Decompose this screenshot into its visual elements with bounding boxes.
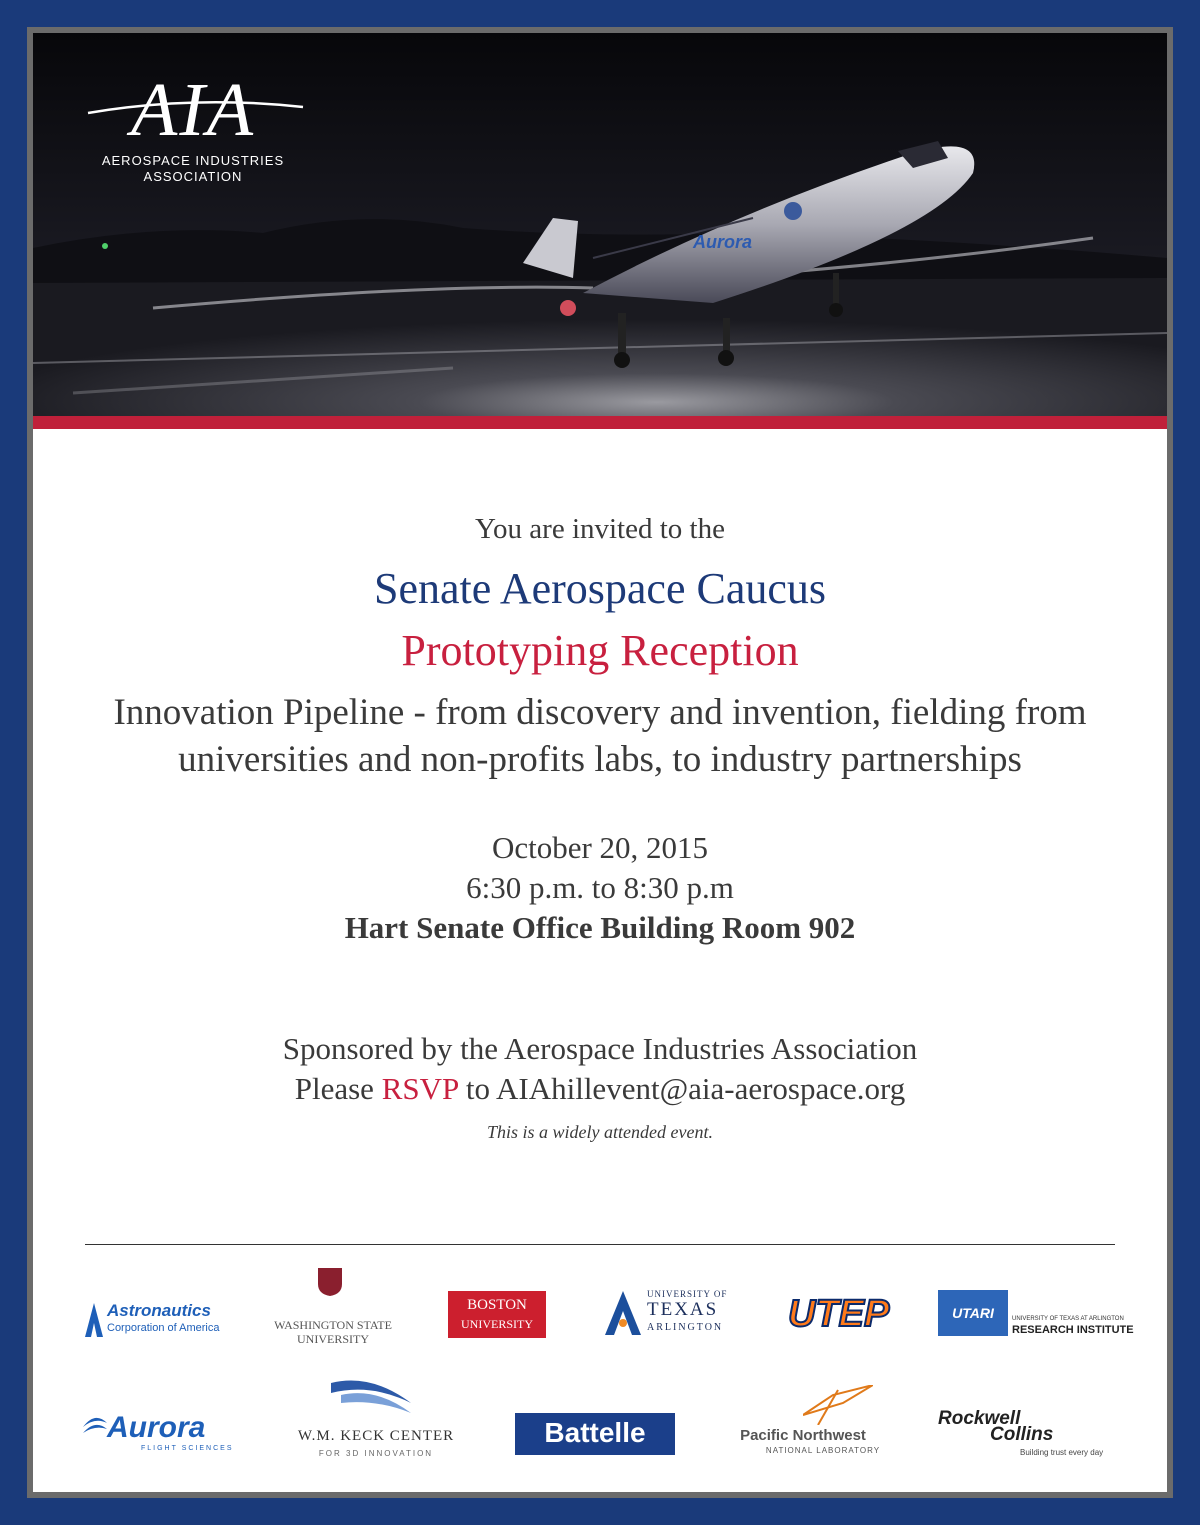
invitation-card bbox=[33, 33, 1167, 1492]
attendance-note: This is a widely attended event. bbox=[487, 1122, 713, 1142]
hero-image bbox=[33, 33, 1167, 416]
logo-text-line2: ASSOCIATION bbox=[143, 169, 243, 184]
aurora-name: Aurora bbox=[107, 1411, 206, 1444]
keck-wave-icon bbox=[331, 1373, 411, 1418]
event-date: October 20, 2015 bbox=[491, 830, 709, 865]
invite-intro: You are invited to the bbox=[475, 513, 725, 545]
aurora-sub: FLIGHT SCIENCES bbox=[141, 1445, 234, 1452]
astronautics-name: Astronautics bbox=[107, 1301, 211, 1320]
aurora-swoosh-icon bbox=[81, 1413, 109, 1441]
keck-line1: W.M. KECK CENTER bbox=[297, 1428, 455, 1444]
astronautics-icon bbox=[85, 1303, 103, 1337]
utari-line1: UNIVERSITY OF TEXAS AT ARLINGTON bbox=[1012, 1316, 1124, 1322]
accent-bar bbox=[33, 416, 1167, 429]
logo-text-line1: AEROSPACE INDUSTRIES bbox=[101, 153, 285, 168]
utari-mark: UTARI bbox=[938, 1290, 1008, 1336]
pnnl-logo bbox=[723, 1385, 903, 1460]
rsvp-prefix: Please bbox=[294, 1071, 382, 1106]
sponsor-line: Sponsored by the Aerospace Industries Association bbox=[282, 1031, 918, 1066]
rsvp-word: RSVP bbox=[381, 1071, 459, 1106]
utari-line2: RESEARCH INSTITUTE bbox=[1012, 1324, 1134, 1336]
pnnl-line2: NATIONAL LABORATORY bbox=[765, 1446, 881, 1455]
wsu-logo bbox=[268, 1268, 408, 1348]
event-title-line1: Senate Aerospace Caucus bbox=[373, 564, 827, 613]
event-description-line1: Innovation Pipeline - from discovery and invention, fielding from bbox=[113, 692, 1087, 733]
uta-a-icon bbox=[605, 1291, 641, 1335]
rsvp-line bbox=[33, 1071, 1167, 1107]
bu-line2: UNIVERSITY bbox=[461, 1317, 533, 1331]
aurora-logo bbox=[81, 1409, 241, 1454]
keck-center-logo bbox=[291, 1373, 461, 1463]
sponsor-divider bbox=[85, 1244, 1115, 1245]
ut-arlington-logo bbox=[605, 1289, 745, 1339]
bu-line1: BOSTON bbox=[467, 1297, 527, 1313]
rockwell-collins-logo bbox=[938, 1408, 1138, 1468]
rockwell-line2: Collins bbox=[990, 1424, 1054, 1445]
event-title-line2: Prototyping Reception bbox=[401, 626, 799, 675]
aia-logo bbox=[78, 65, 308, 190]
pnnl-mark-icon bbox=[803, 1385, 873, 1425]
uta-line1: UNIVERSITY OF bbox=[647, 1289, 728, 1299]
astronautics-sub: Corporation of America bbox=[107, 1322, 220, 1334]
rockwell-tagline: Building trust every day bbox=[1020, 1448, 1104, 1457]
rockwell-line1: Rockwell bbox=[938, 1408, 1021, 1429]
utep-logo bbox=[788, 1285, 888, 1355]
aia-logo-mark bbox=[78, 65, 308, 155]
wsu-shield-icon bbox=[318, 1268, 342, 1296]
keck-line2: FOR 3D INNOVATION bbox=[318, 1449, 434, 1458]
svg-text:AIA: AIA bbox=[130, 68, 256, 152]
boston-university-logo bbox=[448, 1291, 546, 1338]
battelle-name: Battelle bbox=[544, 1417, 646, 1448]
uta-line3: ARLINGTON bbox=[647, 1322, 724, 1333]
battelle-logo bbox=[515, 1413, 675, 1455]
utari-logo bbox=[938, 1290, 1138, 1340]
rsvp-email[interactable]: to AIAhillevent@aia-aerospace.org bbox=[458, 1071, 906, 1106]
utep-name: UTEP bbox=[788, 1293, 890, 1335]
pnnl-line1: Pacific Northwest bbox=[740, 1427, 866, 1444]
wsu-line1: WASHINGTON STATE bbox=[274, 1318, 392, 1332]
event-venue: Hart Senate Office Building Room 902 bbox=[344, 910, 856, 945]
aircraft-livery-text: Aurora bbox=[693, 232, 753, 252]
astronautics-logo bbox=[85, 1301, 235, 1341]
event-time: 6:30 p.m. to 8:30 p.m bbox=[466, 870, 734, 905]
event-description-line2: universities and non-profits labs, to industry partnerships bbox=[178, 739, 1022, 780]
uta-line2: TEXAS bbox=[647, 1299, 719, 1320]
wsu-line2: UNIVERSITY bbox=[297, 1332, 369, 1346]
